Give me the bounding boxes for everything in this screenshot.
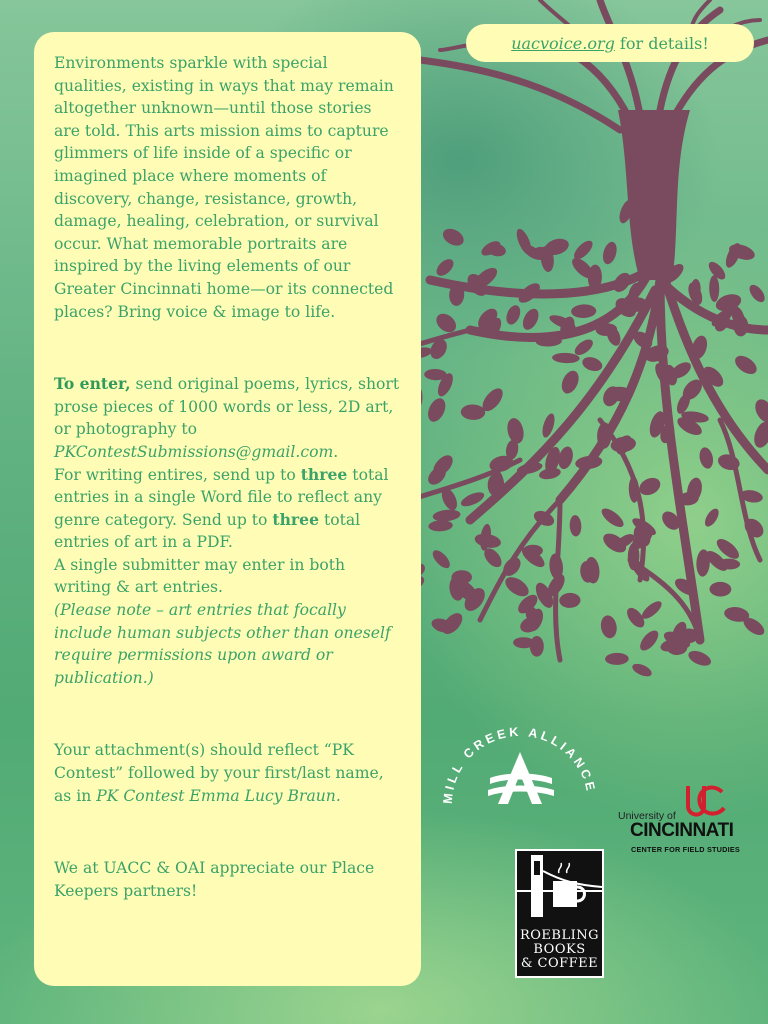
- leaf-shape: [686, 648, 713, 669]
- leaf-shape: [601, 240, 619, 266]
- leaf-shape: [530, 636, 544, 657]
- details-banner: [466, 24, 754, 62]
- leaf-shape: [569, 515, 582, 537]
- leaf-shape: [520, 306, 542, 332]
- leaf-shape: [709, 275, 719, 302]
- leaf-shape: [552, 352, 580, 363]
- leaf-shape: [605, 653, 629, 665]
- submission-email[interactable]: PKContestSubmissions@gmail.com: [54, 442, 334, 461]
- leaf-shape: [698, 446, 715, 470]
- three-art: three: [272, 509, 319, 529]
- attachment-example: PK Contest Emma Lucy Braun.: [96, 786, 341, 805]
- leaf-shape: [502, 573, 532, 600]
- info-panel: [34, 32, 421, 986]
- enter-text: send original poems, lyrics, short prose pieces of 1000 words or less, 2D art, or photography to: [54, 375, 400, 439]
- leaf-shape: [637, 627, 662, 653]
- leaf-shape: [599, 614, 618, 639]
- single-submitter-text: A single submitter may enter in both writing & art entries.: [54, 555, 346, 597]
- attachment-text: Your attachment(s) should reflect “PK Contest” followed by your first/last name, as in: [54, 741, 384, 805]
- books-text: BOOKS: [533, 942, 586, 957]
- uc-center-field-studies-logo: [616, 782, 746, 862]
- leaf-shape: [504, 303, 523, 326]
- thanks-paragraph: We at UACC & OAI appreciate our Place Keepers partners!: [54, 859, 375, 900]
- details-suffix: for details!: [614, 33, 709, 53]
- leaf-shape: [751, 419, 768, 450]
- leaf-shape: [630, 661, 653, 679]
- uc-monogram-icon: [682, 782, 728, 822]
- writing-text-2: total entries in a single Word file to reflect any genre category. Send up to: [54, 465, 389, 529]
- enter-label: To enter,: [54, 374, 131, 394]
- entry-instructions: [54, 373, 401, 689]
- intro-paragraph: Environments sparkle with special qualities, existing in ways that may remain altogether unknown—until those stories are told. This arts mission aims to capture glimmers of life inside of a specific or imagined place where moments of discovery, change, resistance, growth, damage, healing, celebration, or survival occur. What memorable portraits are inspired by the living elements of our Greater Cincinnati home—or its connected places? Bring voice & image to life.: [54, 54, 394, 321]
- leaf-shape: [580, 355, 604, 374]
- leaf-shape: [658, 230, 670, 252]
- leaf-shape: [702, 506, 721, 528]
- leaf-shape: [428, 520, 453, 532]
- leaf-shape: [599, 505, 627, 530]
- uc-cincinnati: CINCINNATI: [630, 820, 734, 841]
- three-writing: three: [300, 464, 348, 484]
- mill-creek-alliance-logo: [440, 712, 600, 822]
- leaf-shape: [440, 225, 467, 249]
- leaf-shape: [747, 282, 768, 305]
- leaf-shape: [425, 396, 449, 425]
- roebling-text: ROEBLING: [519, 928, 600, 943]
- mill-creek-text: MILL CREEK ALLIANCE: [440, 724, 599, 805]
- uc-university-of: University of: [618, 810, 676, 822]
- leaf-shape: [461, 404, 486, 420]
- leaf-shape: [432, 508, 461, 522]
- leaf-shape: [571, 304, 597, 318]
- website-link[interactable]: uacvoice.org: [511, 33, 615, 53]
- leaf-shape: [558, 368, 581, 396]
- leaf-shape: [752, 396, 768, 425]
- leaf-shape: [430, 547, 453, 571]
- leaf-shape: [574, 454, 603, 470]
- email-suffix: .: [333, 442, 339, 461]
- attachment-paragraph: [54, 739, 401, 807]
- writing-text-3: total entries of art in a PDF.: [54, 510, 361, 552]
- uc-center-field-studies: CENTER FOR FIELD STUDIES: [631, 845, 740, 854]
- coffee-text: & COFFEE: [520, 956, 599, 971]
- leaf-shape: [559, 593, 581, 609]
- leaf-shape: [433, 256, 456, 279]
- leaf-shape: [505, 416, 526, 445]
- roebling-books-coffee-logo: [515, 849, 604, 978]
- leaf-shape: [523, 545, 543, 557]
- leaf-shape: [485, 241, 507, 258]
- leaf-shape: [709, 582, 731, 597]
- bridge-cup-icon: [517, 851, 602, 921]
- permissions-note: (Please note – art entries that focally include human subjects other than oneself require permissions upon award or publication.): [54, 601, 391, 687]
- leaf-shape: [732, 352, 760, 378]
- writing-text-1: For writing entires, send up to: [54, 465, 301, 484]
